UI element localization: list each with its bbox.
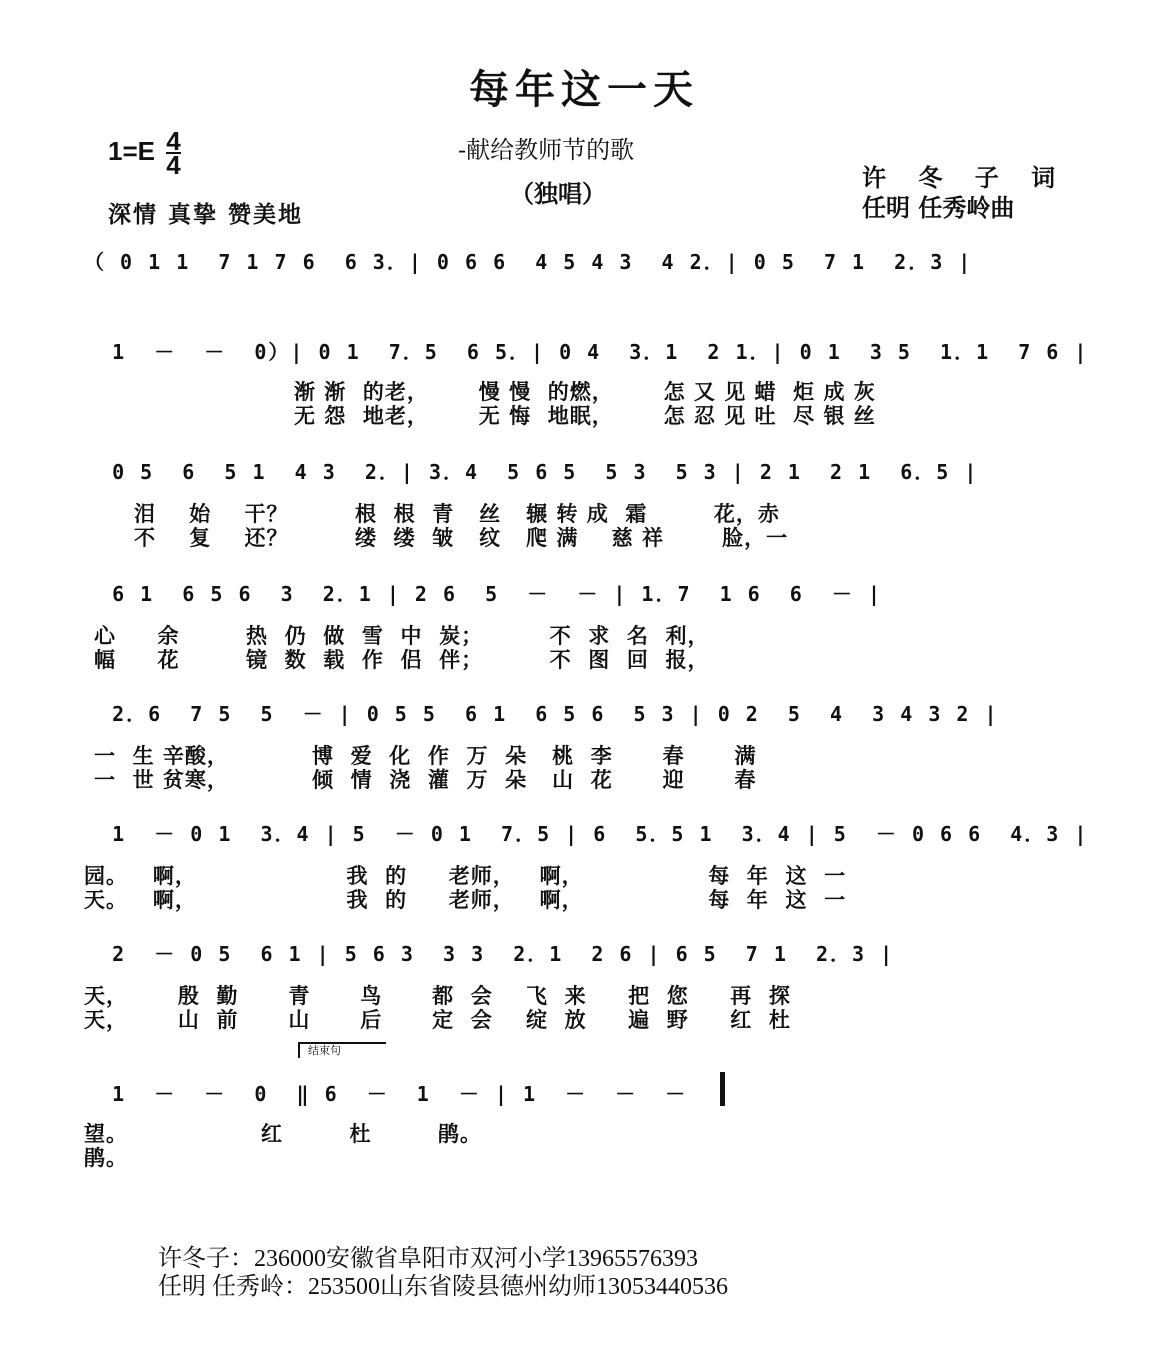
lyrics-verse-1: 望。 红 杜 鹃。 bbox=[84, 1121, 482, 1146]
time-denominator: 4 bbox=[166, 150, 181, 180]
lyrics-verse-2: 鹃。 bbox=[84, 1145, 128, 1170]
lyrics-verse-2: 不 复 还？ 缕 缕 皱 纹 爬 满 慈 祥 脸，一 bbox=[134, 525, 789, 550]
lyrics-verse-2: 天。 啊， 我 的 老师， 啊， 每 年 这 一 bbox=[84, 887, 847, 912]
footer-contact-1: 许冬子：236000安徽省阜阳市双河小学13965576393 bbox=[158, 1246, 698, 1272]
time-numerator: 4 bbox=[166, 126, 181, 156]
footer-contact-2: 任明 任秀岭：253500山东省陵县德州幼师13053440536 bbox=[158, 1274, 728, 1300]
key-label: 1=E bbox=[108, 135, 155, 166]
notation-line: 2 － 0 5 6 1 | 5 6 3 3 3 2．1 2 6 | 6 5 7 1 2．3 | bbox=[84, 942, 895, 966]
tempo-marking: 深情 真挚 赞美地 bbox=[108, 201, 304, 228]
lyrics-verse-1: 天， 殷 勤 青 鸟 都 会 飞 来 把 您 再 探 bbox=[84, 983, 791, 1008]
lyrics-verse-1: 心 余 热 仍 做 雪 中 炭； 不 求 名 利， bbox=[94, 623, 710, 648]
lyrics-verse-1: 一 生 辛酸， 博 爱 化 作 万 朵 桃 李 春 满 bbox=[94, 743, 757, 768]
composer-credit: 任明 任秀岭曲 bbox=[862, 193, 1015, 222]
lyrics-verse-1: 园。 啊， 我 的 老师， 啊， 每 年 这 一 bbox=[84, 863, 847, 888]
lyrics-verse-2: 天， 山 前 山 后 定 会 绽 放 遍 野 红 杜 bbox=[84, 1007, 791, 1032]
final-barline bbox=[720, 1072, 725, 1106]
notation-line: 0 5 6 5 1 4 3 2．| 3．4 5 6 5 5 3 5 3 | 2 1 2 1 6．5 | bbox=[84, 460, 979, 484]
lyricist-credit: 许 冬 子 词 bbox=[862, 163, 1068, 192]
ending-bracket: 结束句 bbox=[298, 1042, 386, 1058]
notation-line: （ 0 1 1 7 1 7 6 6 3．| 0 6 6 4 5 4 3 4 2．| 0 5 7 1 2．3 | bbox=[84, 250, 973, 274]
key-signature bbox=[108, 126, 181, 180]
performance-type: （独唱） bbox=[510, 179, 606, 208]
notation-line: 1 － 0 1 3．4 | 5 － 0 1 7．5 | 6 5．5 1 3．4 | 5 － 0 6 6 4．3 | bbox=[84, 822, 1089, 846]
notation-line: 2．6 7 5 5 － | 0 5 5 6 1 6 5 6 5 3 | 0 2 5 4 3 4 3 2 | bbox=[84, 702, 999, 726]
lyrics-verse-2: 幅 花 镜 数 载 作 侣 伴； 不 图 回 报， bbox=[94, 647, 710, 672]
subtitle: -献给教师节的歌 bbox=[458, 136, 635, 164]
notation-line: 6 1 6 5 6 3 2．1 | 2 6 5 － － | 1．7 1 6 6 － | bbox=[84, 582, 883, 606]
lyrics-verse-2: 无 怨 地老， 无 悔 地眠， 怎 忍 见 吐 尽 银 丝 bbox=[294, 403, 876, 428]
notation-line: 1 － － 0 ‖ 6 － 1 － | 1 － － － bbox=[84, 1082, 688, 1106]
lyrics-verse-1: 泪 始 干？ 根 根 青 丝 辗 转 成 霜 花，赤 bbox=[134, 501, 780, 526]
lyrics-verse-2: 一 世 贫寒， 倾 情 浇 灌 万 朵 山 花 迎 春 bbox=[94, 767, 757, 792]
notation-line: 1 － － 0）| 0 1 7．5 6 5．| 0 4 3．1 2 1．| 0 1 3 5 1．1 7 6 | bbox=[84, 340, 1089, 364]
time-signature bbox=[166, 126, 181, 180]
lyrics-verse-1: 渐 渐 的老， 慢 慢 的燃， 怎 又 见 蜡 炬 成 灰 bbox=[294, 379, 876, 404]
song-title: 每年这一天 bbox=[469, 66, 699, 113]
